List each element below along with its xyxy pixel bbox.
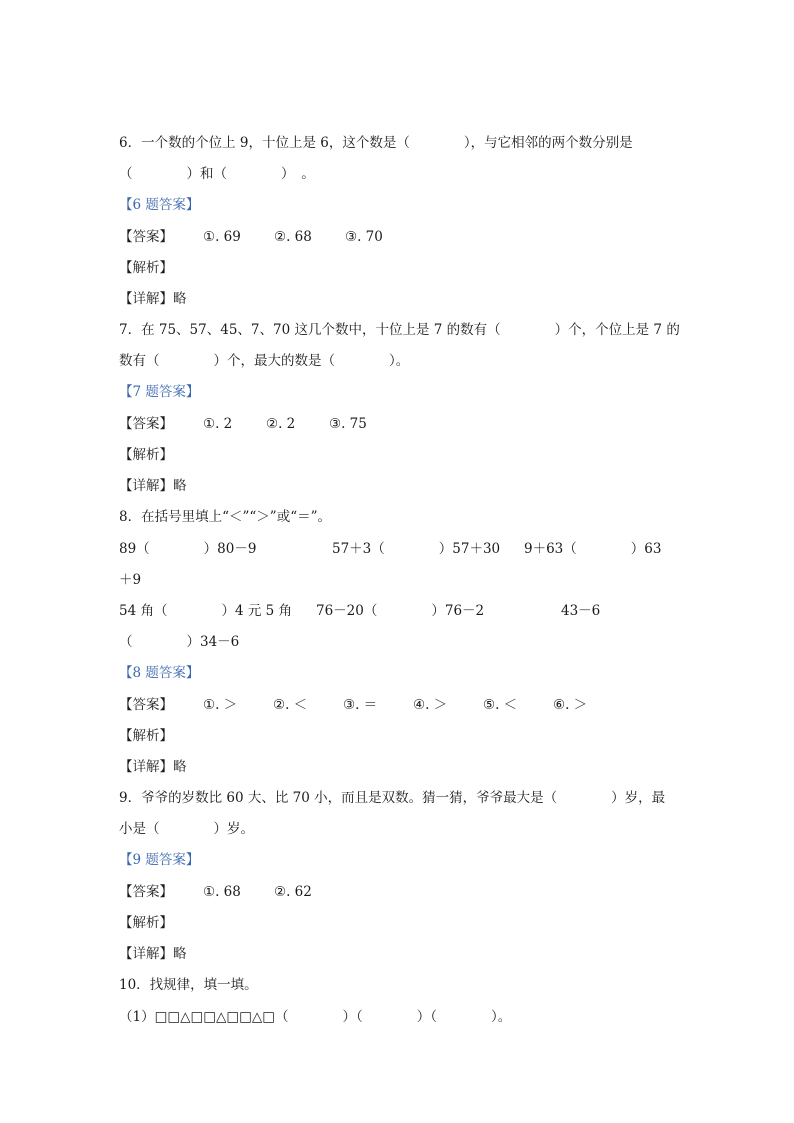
comparison-item: 57＋3（ ）57＋30 bbox=[332, 541, 501, 557]
q7-text-line2: 数有（ ）个，最大的数是（ ）。 bbox=[119, 353, 410, 369]
answer-label: 【答案】 bbox=[119, 884, 173, 900]
q8-text-line1: 8．在括号里填上“＜”“＞”或“＝”。 bbox=[119, 509, 331, 525]
answer-label: 【答案】 bbox=[119, 229, 173, 245]
answer-item: ①. 68 bbox=[203, 884, 241, 900]
q9-text-line1: 9．爷爷的岁数比 60 大、比 70 小，而且是双数。猜一猜，爷爷最大是（ ）岁，最 bbox=[119, 790, 666, 806]
q8-detail: 【详解】略 bbox=[119, 759, 187, 775]
q8-row2-continuation: （ ）34－6 bbox=[119, 634, 240, 650]
q7-detail: 【详解】略 bbox=[119, 478, 187, 494]
answer-item: ③. 70 bbox=[345, 229, 383, 245]
q9-detail: 【详解】略 bbox=[119, 946, 187, 962]
answer-item: ②. ＜ bbox=[273, 697, 308, 713]
q9-answer-heading: 【9 题答案】 bbox=[119, 852, 200, 868]
q9-text-line2: 小是（ ）岁。 bbox=[119, 821, 254, 837]
q10-text-line1: 10．找规律，填一填。 bbox=[119, 977, 258, 993]
q6-detail: 【详解】略 bbox=[119, 291, 187, 307]
answer-label: 【答案】 bbox=[119, 697, 173, 713]
q6-analysis: 【解析】 bbox=[119, 260, 173, 276]
q7-analysis: 【解析】 bbox=[119, 447, 173, 463]
comparison-item: 9＋63（ ）63 bbox=[524, 541, 662, 557]
q8-analysis: 【解析】 bbox=[119, 728, 173, 744]
q6-text-line1: 6．一个数的个位上 9，十位上是 6，这个数是（ ），与它相邻的两个数分别是 bbox=[119, 135, 633, 151]
answer-item: ②. 62 bbox=[274, 884, 312, 900]
q6-answer-heading: 【6 题答案】 bbox=[119, 197, 200, 213]
q7-text-line1: 7．在 75、57、45、7、70 这几个数中，十位上是 7 的数有（ ）个，个位上是 7 的 bbox=[119, 322, 680, 338]
q9-analysis: 【解析】 bbox=[119, 915, 173, 931]
answer-item: ②. 2 bbox=[266, 416, 296, 432]
answer-item: ④. ＞ bbox=[413, 697, 448, 713]
answer-item: ②. 68 bbox=[274, 229, 312, 245]
answer-label: 【答案】 bbox=[119, 416, 173, 432]
answer-item: ①. ＞ bbox=[203, 697, 238, 713]
q7-answer-heading: 【7 题答案】 bbox=[119, 384, 200, 400]
answer-item: ③. ＝ bbox=[343, 697, 378, 713]
q8-row1-continuation: ＋9 bbox=[119, 572, 142, 588]
answer-item: ⑤. ＜ bbox=[483, 697, 518, 713]
q10-text-line2: （1）□□△□□△□□△□（ ）（ ）（ ）。 bbox=[119, 1009, 512, 1025]
answer-item: ①. 69 bbox=[203, 229, 241, 245]
comparison-item: 54 角（ ）4 元 5 角 bbox=[119, 603, 293, 619]
comparison-item: 76－20（ ）76－2 bbox=[316, 603, 485, 619]
answer-item: ①. 2 bbox=[203, 416, 233, 432]
q6-text-line2: （ ）和（ ） 。 bbox=[119, 166, 315, 182]
comparison-item: 89（ ）80－9 bbox=[119, 541, 257, 557]
comparison-item: 43－6 bbox=[561, 603, 601, 619]
answer-item: ⑥. ＞ bbox=[553, 697, 588, 713]
answer-item: ③. 75 bbox=[329, 416, 367, 432]
q8-answer-heading: 【8 题答案】 bbox=[119, 665, 200, 681]
